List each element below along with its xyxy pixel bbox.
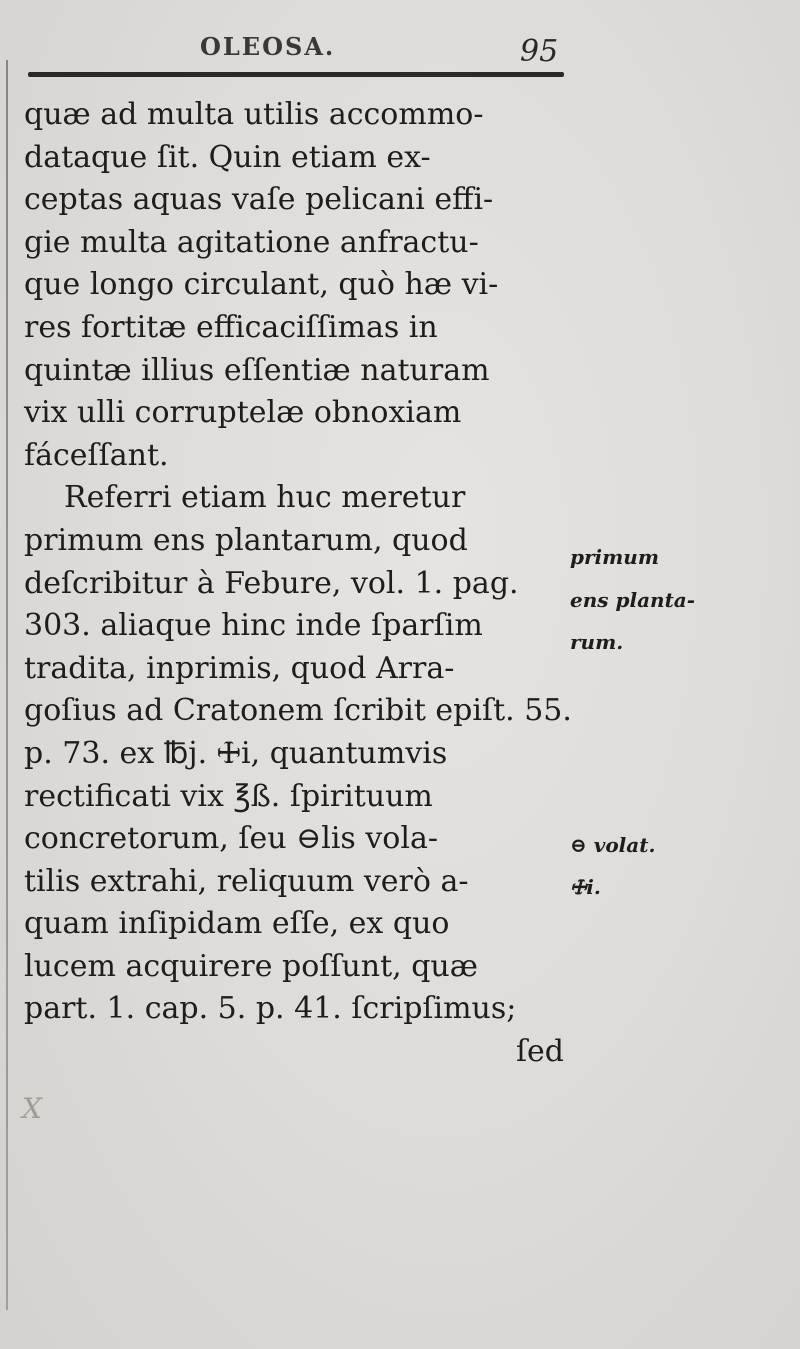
text-line: fáceſſant. xyxy=(24,437,169,473)
text-line: Referri etiam huc meretur xyxy=(64,480,466,516)
text-line: tilis extrahi, reliquum verò a- xyxy=(24,863,469,899)
signature-mark: X xyxy=(22,1092,45,1125)
margin-note: ens planta- xyxy=(570,587,696,612)
text-line: 303. aliaque hinc inde ſparſim xyxy=(24,608,483,644)
text-line: quintæ illius eſſentiæ naturam xyxy=(24,352,490,388)
running-head: OLEOSA. xyxy=(200,32,336,61)
text-line: rectificati vix ℥ß. ſpirituum xyxy=(24,778,433,814)
text-line: dataque ſit. Quin etiam ex- xyxy=(24,139,431,175)
text-line: goſius ad Cratonem ſcribit epiſt. 55. xyxy=(24,693,572,729)
margin-note: rum. xyxy=(570,630,624,655)
text-line: quæ ad multa utilis accommo- xyxy=(24,97,484,132)
text-line: quam inſipidam eſſe, ex quo xyxy=(24,906,450,942)
text-line: que longo circulant, quò hæ vi- xyxy=(24,267,499,303)
page-number: 95 xyxy=(520,34,559,69)
text-line: ceptas aquas vaſe pelicani effi- xyxy=(24,182,494,218)
text-line: concretorum, ſeu ⊖lis vola- xyxy=(24,821,438,857)
catchword: ſed xyxy=(515,1034,564,1070)
margin-notes xyxy=(570,536,800,909)
text-line: primum ens plantarum, quod xyxy=(24,522,468,558)
margin-note: ⊖ volat. xyxy=(570,832,656,857)
body-text xyxy=(24,94,584,1074)
text-line: gie multa agitatione anfractu- xyxy=(24,224,479,260)
page-header xyxy=(0,28,800,88)
margin-note: primum xyxy=(570,545,659,569)
text-line: vix ulli corruptelæ obnoxiam xyxy=(24,395,462,431)
text-line: part. 1. cap. 5. p. 41. ſcripſimus; xyxy=(24,991,517,1027)
gutter-edge xyxy=(6,60,8,1310)
text-line: lucem acquirere poſſunt, quæ xyxy=(24,948,478,984)
text-line: p. 73. ex ℔j. 🜊i, quantumvis xyxy=(24,735,448,771)
header-rule xyxy=(28,72,564,77)
text-line: deſcribitur à Febure, vol. 1. pag. xyxy=(24,565,519,601)
text-line: res fortitæ efficaciſſimas in xyxy=(24,309,438,345)
margin-note: 🜊i. xyxy=(570,875,601,900)
text-line: tradita, inprimis, quod Arra- xyxy=(24,650,455,686)
